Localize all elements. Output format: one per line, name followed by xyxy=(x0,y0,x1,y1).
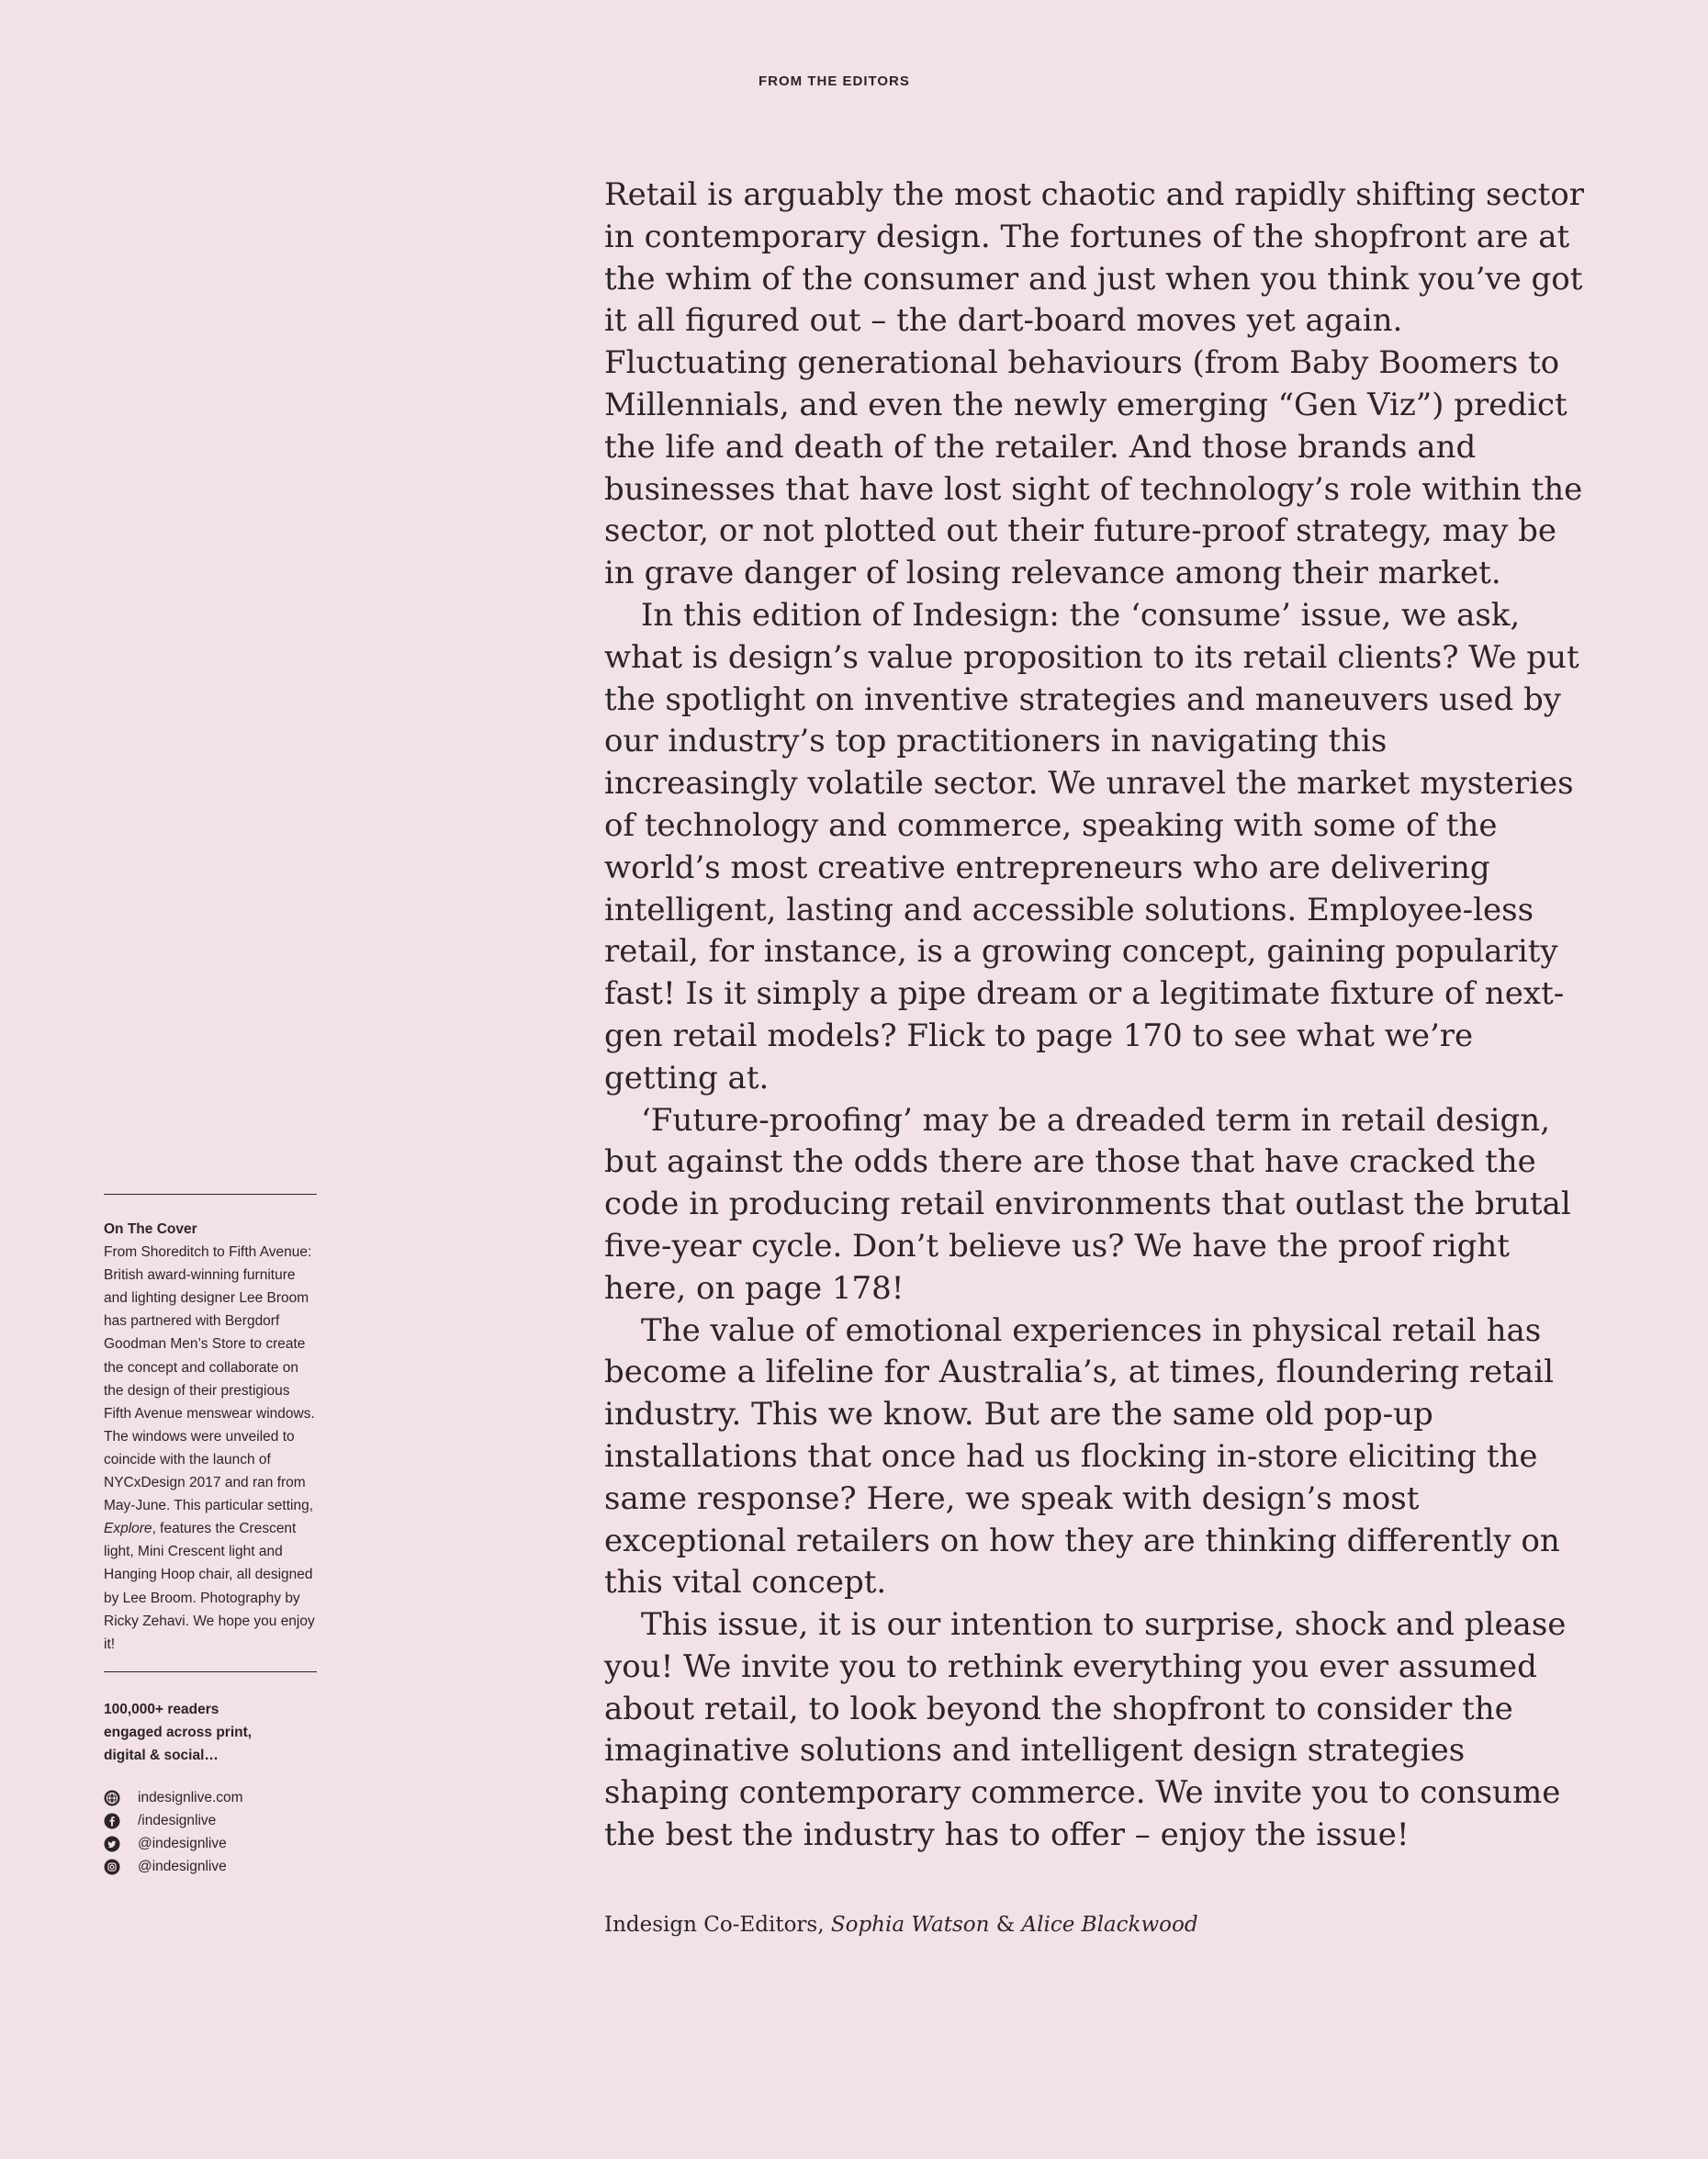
facebook-icon xyxy=(104,1813,120,1829)
social-link-facebook[interactable] xyxy=(104,1810,317,1833)
readership-note: 100,000+ readers engaged across print, digital & social… xyxy=(104,1701,253,1763)
editorial-body xyxy=(604,174,1587,1857)
section-label: FROM THE EDITORS xyxy=(758,73,910,89)
cover-text-part: From Shoreditch to Fifth Avenue: British award-winning furniture and lighting designer Lee Broom has partnered with Bergdorf Goodman Men’s Store to create the concept and collaborate on the design of their prestigious Fifth Avenue menswear windows. The windows were unveiled to coincide with the launch of NYCxDesign 2017 and ran from May-June. This particular setting, xyxy=(104,1244,315,1514)
editor-name: Sophia Watson xyxy=(830,1913,990,1937)
social-link-website[interactable] xyxy=(104,1787,317,1810)
twitter-icon xyxy=(104,1836,120,1852)
editorial-paragraph: Retail is arguably the most chaotic and rapidly shifting sector in contemporary design. The fortunes of the shopfront are at the whim of the consumer and just when you think you’ve got it all figured out – the dart-board moves yet again. Fluctuating generational behaviours (from Baby Boomers to Millennials, and even the newly emerging “Gen Viz”) predict the life and death of the retailer. And those brands and businesses that have lost sight of technology’s role within the sector, or not plotted out their future-proof strategy, may be in grave danger of losing relevance among their market. xyxy=(604,176,1584,592)
editor-name: Alice Blackwood xyxy=(1021,1913,1198,1937)
cover-text-italic: Explore xyxy=(104,1521,152,1537)
social-label: @indesignlive xyxy=(138,1836,227,1852)
cover-text xyxy=(104,1241,317,1656)
editors-signature xyxy=(604,1913,1587,1937)
social-links xyxy=(104,1787,317,1879)
editorial-paragraph: This issue, it is our intention to surprise, shock and please you! We invite you to rethink everything you ever assumed about retail, to look beyond the shopfront to consider the imaginative solutions and intelligent design strategies shaping contemporary commerce. We invite you to consume the best the industry has to offer – enjoy the issue! xyxy=(604,1606,1567,1854)
cover-caption xyxy=(104,1195,317,1656)
signature-prefix: Indesign Co-Editors, xyxy=(604,1913,825,1937)
sidebar xyxy=(104,1194,317,1879)
cover-text-part: , features the Crescent light, Mini Crescent light and Hanging Hoop chair, all designed by Lee Broom. Photography by Ricky Zehavi. We hope you enjoy it! xyxy=(104,1521,315,1652)
editorial-paragraph: The value of emotional experiences in physical retail has become a lifeline for Australia’s, at times, floundering retail industry. This we know. But are the same old pop-up installations that once had us flocking in-store eliciting the same response? Here, we speak with design’s most exceptional retailers on how they are thinking differently on this vital concept. xyxy=(604,1311,1560,1602)
editorial-paragraph: ‘Future-proofing’ may be a dreaded term in retail design, but against the odds there are those that have cracked the code in producing retail environments that outlast the brutal five-year cycle. Don’t believe us? We have the proof right here, on page 178! xyxy=(604,1101,1571,1307)
editorial-paragraph: In this edition of Indesign: the ‘consume’ issue, we ask, what is design’s value proposition to its retail clients? We put the spotlight on inventive strategies and maneuvers used by our industry’s top practitioners in navigating this increasingly volatile sector. We unravel the market mysteries of technology and commerce, speaking with some of the world’s most creative entrepreneurs who are delivering intelligent, lasting and accessible solutions. Employee-less retail, for instance, is a growing concept, gaining popularity fast! Is it simply a pipe dream or a legitimate fixture of next-gen retail models? Flick to page 170 to see what we’re getting at. xyxy=(604,596,1579,1096)
social-label: @indesignlive xyxy=(138,1859,227,1875)
globe-icon xyxy=(104,1790,120,1806)
social-label: /indesignlive xyxy=(138,1813,217,1829)
signature-ampersand: & xyxy=(995,1913,1016,1937)
cover-title: On The Cover xyxy=(104,1221,197,1237)
instagram-icon xyxy=(104,1859,120,1875)
divider xyxy=(104,1671,317,1672)
social-link-twitter[interactable] xyxy=(104,1833,317,1856)
social-label: indesignlive.com xyxy=(138,1790,243,1806)
social-link-instagram[interactable] xyxy=(104,1856,317,1879)
